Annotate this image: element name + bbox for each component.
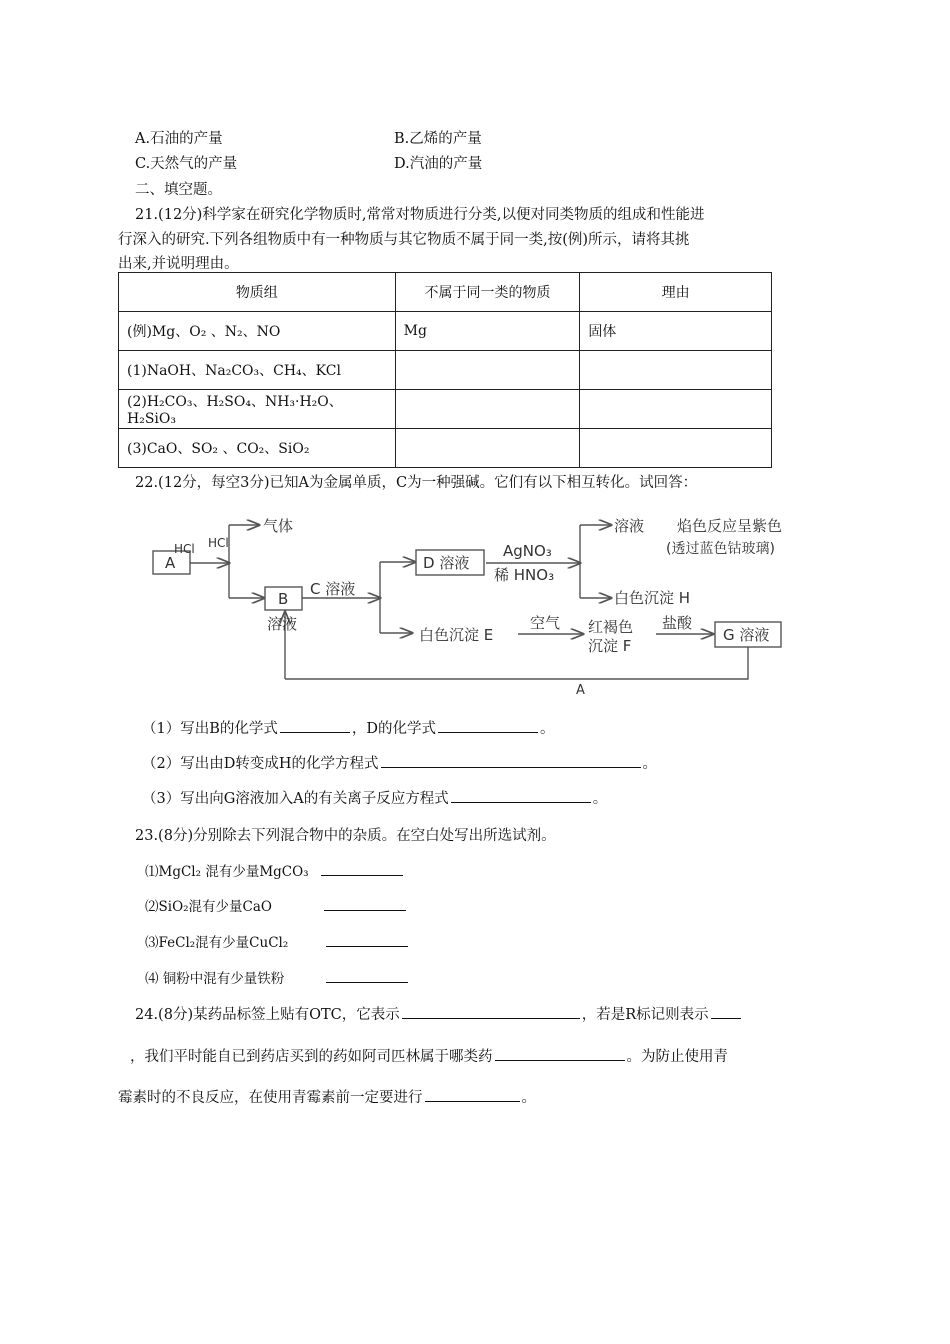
answer-blank[interactable] <box>711 1004 741 1019</box>
white-h-label: 白色沉淀 H <box>614 589 691 607</box>
answer-blank[interactable] <box>425 1087 520 1102</box>
cell-odd: Mg <box>395 312 580 351</box>
option-b: B.乙烯的产量 <box>394 131 482 147</box>
answer-blank[interactable] <box>495 1046 625 1061</box>
q24-text-b: ，若是R标记则表示 <box>581 1007 709 1023</box>
q22-part1 <box>142 717 555 738</box>
q23-item-4 <box>145 967 410 987</box>
answer-blank[interactable] <box>451 788 591 803</box>
b-solution-label: 溶液 <box>267 615 298 633</box>
cell-group: (例)Mg、O₂ 、N₂、NO <box>119 312 396 351</box>
return-line <box>285 647 748 679</box>
q23-intro: 23.(8分)分别除去下列混合物中的杂质。在空白处写出所选试剂。 <box>135 828 556 844</box>
q22-part2-end: 。 <box>642 756 657 772</box>
answer-blank[interactable] <box>438 718 538 733</box>
box-a-label: A <box>165 554 176 572</box>
gas-label: 气体 <box>263 517 294 535</box>
q22-part1-text-b: ，D的化学式 <box>351 721 437 737</box>
q24-text-a: 24.(8分)某药品标签上贴有OTC，它表示 <box>135 1007 400 1023</box>
q24-line3 <box>118 1086 536 1107</box>
flame-label: 焰色反应呈紫色 <box>677 517 783 535</box>
q24-text-e: 霉素时的不良反应，在使用青霉素前一定要进行 <box>118 1090 423 1106</box>
return-a-label: A <box>576 683 585 698</box>
q24-line1 <box>135 1003 743 1024</box>
cell-reason: 固体 <box>580 312 772 351</box>
answer-blank[interactable] <box>326 968 408 983</box>
q24-text-c: ，我们平时能自已到药店买到的药如阿司匹林属于哪类药 <box>130 1049 493 1065</box>
box-g-label: G 溶液 <box>723 626 770 644</box>
header-odd: 不属于同一类的物质 <box>395 273 580 312</box>
option-a: A.石油的产量 <box>135 131 223 147</box>
q22-part3 <box>142 787 607 808</box>
q23-item-text: ⑷ 铜粉中混有少量铁粉 <box>145 971 285 987</box>
q23-item-text: ⑵SiO₂混有少量CaO <box>145 899 272 915</box>
answer-blank[interactable] <box>280 718 350 733</box>
answer-blank[interactable] <box>324 896 406 911</box>
agno3-label: AgNO₃ <box>503 542 552 560</box>
box-b-label: B <box>278 590 289 608</box>
q23-item-1 <box>145 860 405 880</box>
q23-item-text: ⑶FeCl₂混有少量CuCl₂ <box>145 935 289 951</box>
precip-f-label: 沉淀 F <box>588 637 632 655</box>
option-d: D.汽油的产量 <box>394 156 483 172</box>
answer-blank[interactable] <box>326 932 408 947</box>
q22-part2-text: （2）写出由D转变成H的化学方程式 <box>142 756 379 772</box>
answer-blank[interactable] <box>321 861 403 876</box>
q22-part1-end: 。 <box>540 721 555 737</box>
q21-line3: 出来,并说明理由。 <box>118 256 239 272</box>
hcl-label: HCl <box>208 536 229 550</box>
q22-part3-text: （3）写出向G溶液加入A的有关离子反应方程式 <box>142 791 449 807</box>
answer-blank[interactable] <box>381 753 641 768</box>
white-e-label: 白色沉淀 E <box>419 626 494 644</box>
air-label: 空气 <box>530 614 561 632</box>
box-d-label: D 溶液 <box>423 554 470 572</box>
hno3-label: 稀 HNO₃ <box>494 566 555 584</box>
q21-line2: 行深入的研究.下列各组物质中有一种物质与其它物质不属于同一类,按(例)所示，请将其挑 <box>118 232 690 248</box>
q24-line2 <box>130 1045 728 1066</box>
option-c: C.天然气的产量 <box>135 156 238 172</box>
red-brown-label: 红褐色 <box>588 618 634 636</box>
section-title: 二、填空题。 <box>135 182 222 198</box>
hcl-acid-label: 盐酸 <box>662 614 693 632</box>
q23-item-3 <box>145 931 410 951</box>
q21-line1: 21.(12分)科学家在研究化学物质时,常常对物质进行分类,以便对同类物质的组成和性能进 <box>135 207 705 223</box>
q24-text-f: 。 <box>521 1090 536 1106</box>
answer-blank[interactable] <box>402 1004 580 1019</box>
cobalt-label: (透过蓝色钴玻璃) <box>666 541 775 557</box>
c-solution-label: C 溶液 <box>310 580 356 598</box>
q23-item-text: ⑴MgCl₂ 混有少量MgCO₃ <box>145 864 309 880</box>
q22-part2 <box>142 752 657 773</box>
header-reason: 理由 <box>580 273 772 312</box>
solution-label: 溶液 <box>614 517 645 535</box>
q22-part3-end: 。 <box>592 791 608 807</box>
cell-group: (1)NaOH、Na₂CO₃、CH₄、KCl <box>119 351 396 390</box>
header-group: 物质组 <box>119 273 396 312</box>
q22-part1-text-a: （1）写出B的化学式 <box>142 721 278 737</box>
cell-group: (3)CaO、SO₂ 、CO₂、SiO₂ <box>119 429 396 468</box>
q24-text-d: 。为防止使用青 <box>626 1049 728 1065</box>
q22-intro: 22.(12分，每空3分)已知A为金属单质，C为一种强碱。它们有以下相互转化。试回答： <box>135 475 698 491</box>
q23-item-2 <box>145 895 408 915</box>
hcl-faint-label: HCl <box>174 542 195 556</box>
cell-group: (2)H₂CO₃、H₂SO₄、NH₃·H₂O、H₂SiO₃ <box>119 390 396 429</box>
